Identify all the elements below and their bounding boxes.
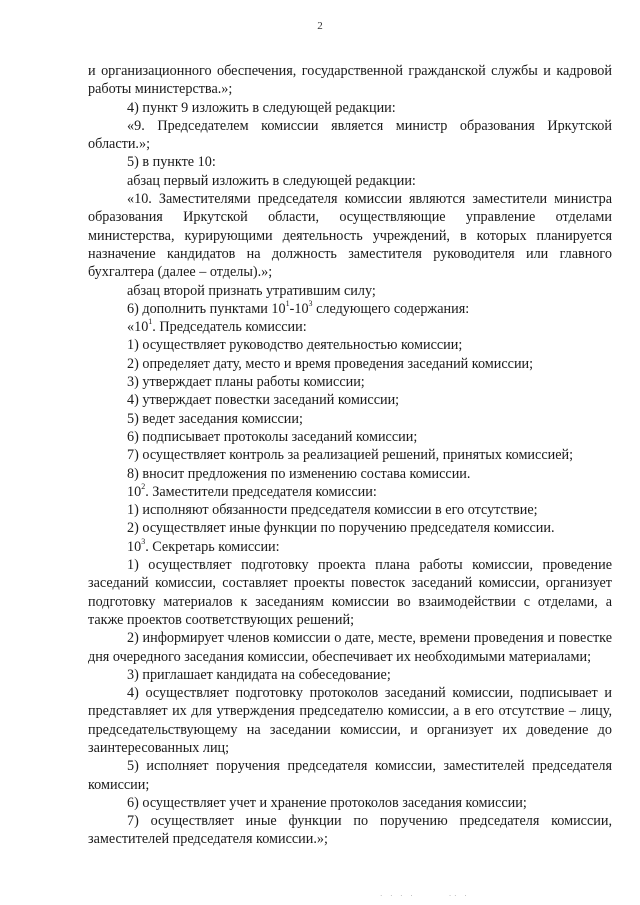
paragraph: 1) исполняют обязанности председателя комиссии в его отсутствие; (127, 502, 538, 519)
paragraph: 6) подписывает протоколы заседаний комиссии; (127, 428, 418, 445)
superscript: 3 (308, 299, 313, 309)
paragraph (88, 538, 612, 556)
paragraph: 8) вносит предложения по изменению состава комиссии. (127, 465, 471, 482)
paragraph (88, 300, 612, 318)
paragraph-text: . Заместители председателя комиссии: (145, 483, 377, 500)
paragraph: 4) осуществляет подготовку протоколов заседаний комиссии, подписывает и представляет их для утверждения председателю комиссии, а в его отсутствие – лицу, председательствующему на заседании комиссии, и организует их доведение до заинтересованных лиц; (88, 685, 612, 756)
paragraph: 1) осуществляет руководство деятельностью комиссии; (127, 337, 463, 354)
paragraph: 5) в пункте 10: (127, 154, 216, 171)
paragraph: 3) приглашает кандидата на собеседование; (127, 666, 391, 683)
paragraph-text: . Председатель комиссии: (152, 319, 307, 336)
paragraph (88, 318, 612, 336)
paragraph: «9. Председателем комиссии является министр образования Иркутской области.»; (88, 117, 612, 153)
paragraph-text: следующего содержания: (312, 300, 470, 317)
paragraph: 4) утверждает повестки заседаний комиссии; (127, 392, 400, 409)
paragraph-text: «10 (127, 319, 149, 336)
paragraph: 2) осуществляет иные функции по поручению председателя комиссии. (127, 520, 555, 537)
page-number: 2 (317, 20, 323, 32)
superscript: 2 (141, 482, 146, 492)
paragraph: 3) утверждает планы работы комиссии; (127, 374, 365, 391)
paragraph: 2) определяет дату, место и время проведения заседаний комиссии; (127, 355, 534, 372)
paragraph (88, 483, 612, 501)
paragraph-text: 6) дополнить пунктами 10 (127, 300, 286, 317)
paragraph: абзац первый изложить в следующей редакции: (127, 172, 416, 189)
paragraph: 2) информирует членов комиссии о дате, месте, времени проведения и повестке дня очередного заседания комиссии, обеспечивает их необходимыми материалами; (88, 630, 612, 665)
paragraph: 1) осуществляет подготовку проекта плана работы комиссии, проведение заседаний комиссии, составляет проекты повесток заседаний комиссии, организует подготовку материалов к заседаниям комиссии во взаимодействии с отделами, а также проектов соответствующих решений; (88, 557, 612, 628)
paragraph-text: 10 (127, 538, 142, 555)
paragraph: 5) ведет заседания комиссии; (127, 410, 303, 427)
paragraph-text: -10 (289, 300, 309, 317)
superscript: 1 (285, 299, 290, 309)
superscript: 3 (141, 536, 146, 546)
paragraph: абзац второй признать утратившим силу; (127, 282, 376, 299)
paragraph-text: 10 (127, 483, 142, 500)
paragraph: 5) исполняет поручения председателя комиссии, заместителей председателя комиссии; (88, 758, 612, 793)
paragraph: «10. Заместителями председателя комиссии являются заместители министра образования Иркутской области, осуществляющие управление отделами министерства, курирующими деятельность учреждений, в которых планируется назначение кандидатов на должность заместителя руководителя или главного бухгалтера (далее – отделы).»; (88, 191, 612, 281)
superscript: 1 (148, 317, 153, 327)
paragraph: 4) пункт 9 изложить в следующей редакции: (127, 99, 396, 116)
paragraph: 7) осуществляет контроль за реализацией решений, принятых комиссией; (127, 447, 574, 464)
paragraph-text: . Секретарь комиссии: (145, 538, 280, 555)
document-body (88, 62, 612, 849)
paragraph: 7) осуществляет иные функции по поручению председателя комиссии, заместителей председателя комиссии.»; (88, 813, 612, 848)
paragraph: и организационного обеспечения, государственной гражданской службы и кадровой работы министерства.»; (88, 63, 612, 98)
paragraph: 6) осуществляет учет и хранение протоколов заседания комиссии; (127, 794, 527, 811)
scan-artifact: · · · · ·· · (380, 892, 470, 900)
